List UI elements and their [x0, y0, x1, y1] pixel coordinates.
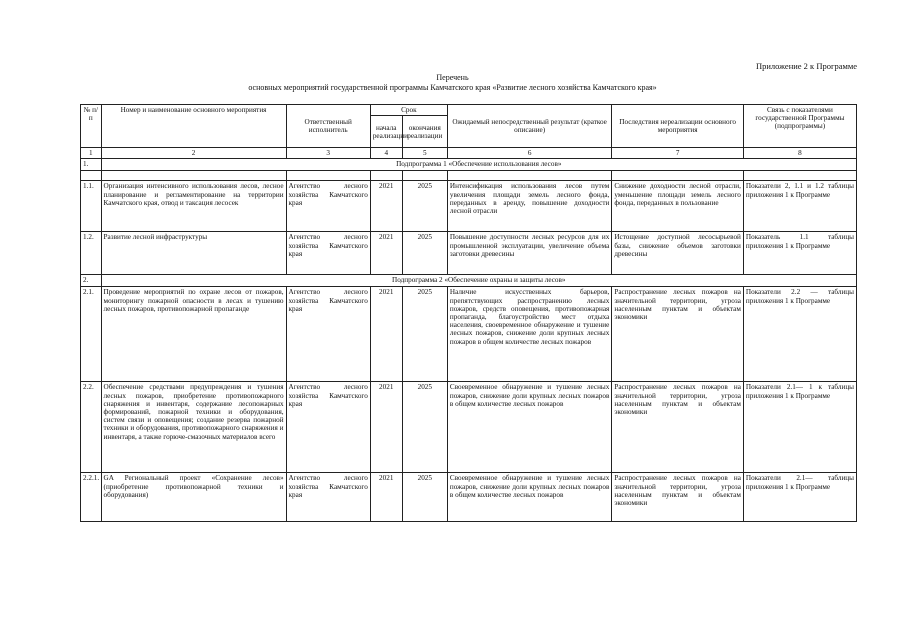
section-num: 2.	[81, 275, 102, 287]
section-title: Подпрограмма 1 «Обеспечение использования лесов»	[101, 159, 856, 171]
row-name: Организация интенсивного использования лесов, лесное планирование и регламентирование на территории Камчатского края, отвод и таксация лесосек	[101, 181, 286, 232]
document-title: Перечень	[436, 73, 469, 82]
header-term: Срок	[370, 105, 447, 116]
row-start: 2021	[370, 232, 402, 275]
row-name: Развитие лесной инфраструктуры	[101, 232, 286, 275]
col-number: 1	[81, 148, 102, 159]
row-consequences: Истощение доступной лесосырьевой базы, снижение объемов заготовки древесины	[612, 232, 744, 275]
row-consequences: Распространение лесных пожаров на значительной территории, угроза населенным пунктам и объектам экономики	[612, 287, 744, 382]
header-result: Ожидаемый непосредственный результат (краткое описание)	[447, 105, 611, 148]
row-consequences: Распространение лесных пожаров на значительной территории, угроза населенным пунктам и объектам экономики	[612, 382, 744, 473]
row-responsible: Агентство лесного хозяйства Камчатского края	[286, 382, 370, 473]
section-num: 1.	[81, 159, 102, 171]
row-num: 2.1.	[81, 287, 102, 382]
row-start: 2021	[370, 181, 402, 232]
row-name: Проведение мероприятий по охране лесов от пожаров, мониторингу пожарной опасности в лесах и тушению лесных пожаров, противопожарной пропаганде	[101, 287, 286, 382]
row-responsible: Агентство лесного хозяйства Камчатского края	[286, 232, 370, 275]
header-start: начала реализации	[370, 116, 402, 148]
row-end: 2025	[402, 287, 447, 382]
col-number: 2	[101, 148, 286, 159]
col-number: 4	[370, 148, 402, 159]
table-row	[81, 181, 857, 232]
row-result: Своевременное обнаружение и тушение лесных пожаров, снижение доли крупных лесных пожаров в общем количестве лесных пожаров	[447, 473, 611, 522]
row-num: 1.1.	[81, 181, 102, 232]
col-number: 3	[286, 148, 370, 159]
col-number: 7	[612, 148, 744, 159]
row-link: Показатели 2.2 — таблицы приложения 1 к Программе	[743, 287, 856, 382]
header-end: окончания реализации	[402, 116, 447, 148]
table-row	[81, 232, 857, 275]
row-result: Интенсификация использования лесов путем увеличения площади земель лесного фонда, переданных в аренду, повышение доходности лесной отрасли	[447, 181, 611, 232]
row-result: Наличие искусственных барьеров, препятствующих распространению лесных пожаров, средств оповещения, противопожарная пропаганда, благоустройство мест отдыха населения, своевременное обнаружение и тушение лесных пожаров, снижение доли крупных лесных пожаров в общем количестве лесных пожаров	[447, 287, 611, 382]
row-end: 2025	[402, 181, 447, 232]
row-name: Обеспечение средствами предупреждения и тушения лесных пожаров, приобретение противопожарного снаряжения и инвентаря, содержание лесопожарных формирований, пожарной техники и оборудования, систем связи и оповещения; создание резерва пожарной техники и оборудования, противопожарного снаряжения и инвентаря, а также горюче-смазочных материалов всего	[101, 382, 286, 473]
row-link: Показатели 2.1— таблицы приложения 1 к Программе	[743, 473, 856, 522]
row-responsible: Агентство лесного хозяйства Камчатского края	[286, 181, 370, 232]
row-num: 2.2.1.	[81, 473, 102, 522]
row-end: 2025	[402, 232, 447, 275]
row-num: 2.2.	[81, 382, 102, 473]
row-num: 1.2.	[81, 232, 102, 275]
header-link: Связь с показателями государственной Программы (подпрограммы)	[743, 105, 856, 148]
row-start: 2021	[370, 382, 402, 473]
col-number: 8	[743, 148, 856, 159]
document-subtitle: основных мероприятий государственной программы Камчатского края «Развитие лесного хозяйства Камчатского края»	[248, 83, 657, 92]
row-consequences: Снижение доходности лесной отрасли, уменьшение площади земель лесного фонда, переданных в пользование	[612, 181, 744, 232]
row-link: Показатели 2.1— 1 к таблицы приложения 1 к Программе	[743, 382, 856, 473]
table-row	[81, 473, 857, 522]
row-end: 2025	[402, 382, 447, 473]
row-start: 2021	[370, 473, 402, 522]
row-responsible: Агентство лесного хозяйства Камчатского края	[286, 287, 370, 382]
header-responsible: Ответственный исполнитель	[286, 105, 370, 148]
row-start: 2021	[370, 287, 402, 382]
section-title: Подпрограмма 2 «Обеспечение охраны и защиты лесов»	[101, 275, 856, 287]
header-consequences: Последствия нереализации основного мероприятия	[612, 105, 744, 148]
col-number: 5	[402, 148, 447, 159]
row-result: Повышение доступности лесных ресурсов для их промышленной эксплуатации, увеличение объема заготовки древесины	[447, 232, 611, 275]
row-name: GA Региональный проект «Сохранение лесов» (приобретение противопожарной техники и оборудования)	[101, 473, 286, 522]
row-result: Своевременное обнаружение и тушение лесных пожаров, снижение доли крупных лесных пожаров в общем количестве лесных пожаров	[447, 382, 611, 473]
row-link: Показатель 1.1 таблицы приложения 1 к Программе	[743, 232, 856, 275]
table-row	[81, 382, 857, 473]
col-number: 6	[447, 148, 611, 159]
row-responsible: Агентство лесного хозяйства Камчатского края	[286, 473, 370, 522]
row-end: 2025	[402, 473, 447, 522]
section-row	[81, 275, 857, 287]
header-row	[81, 105, 857, 116]
appendix-label: Приложение 2 к Программе	[755, 61, 857, 71]
measures-table	[80, 104, 857, 522]
spacer-row	[81, 171, 857, 181]
table-row	[81, 287, 857, 382]
header-name: Номер и наименование основного мероприятия	[101, 105, 286, 148]
section-row	[81, 159, 857, 171]
column-numbers-row	[81, 148, 857, 159]
row-link: Показатели 2, 1.1 и 1.2 таблицы приложения 1 к Программе	[743, 181, 856, 232]
header-num: № п/п	[81, 105, 102, 148]
row-consequences: Распространение лесных пожаров на значительной территории, угроза населенным пунктам и объектам экономики	[612, 473, 744, 522]
